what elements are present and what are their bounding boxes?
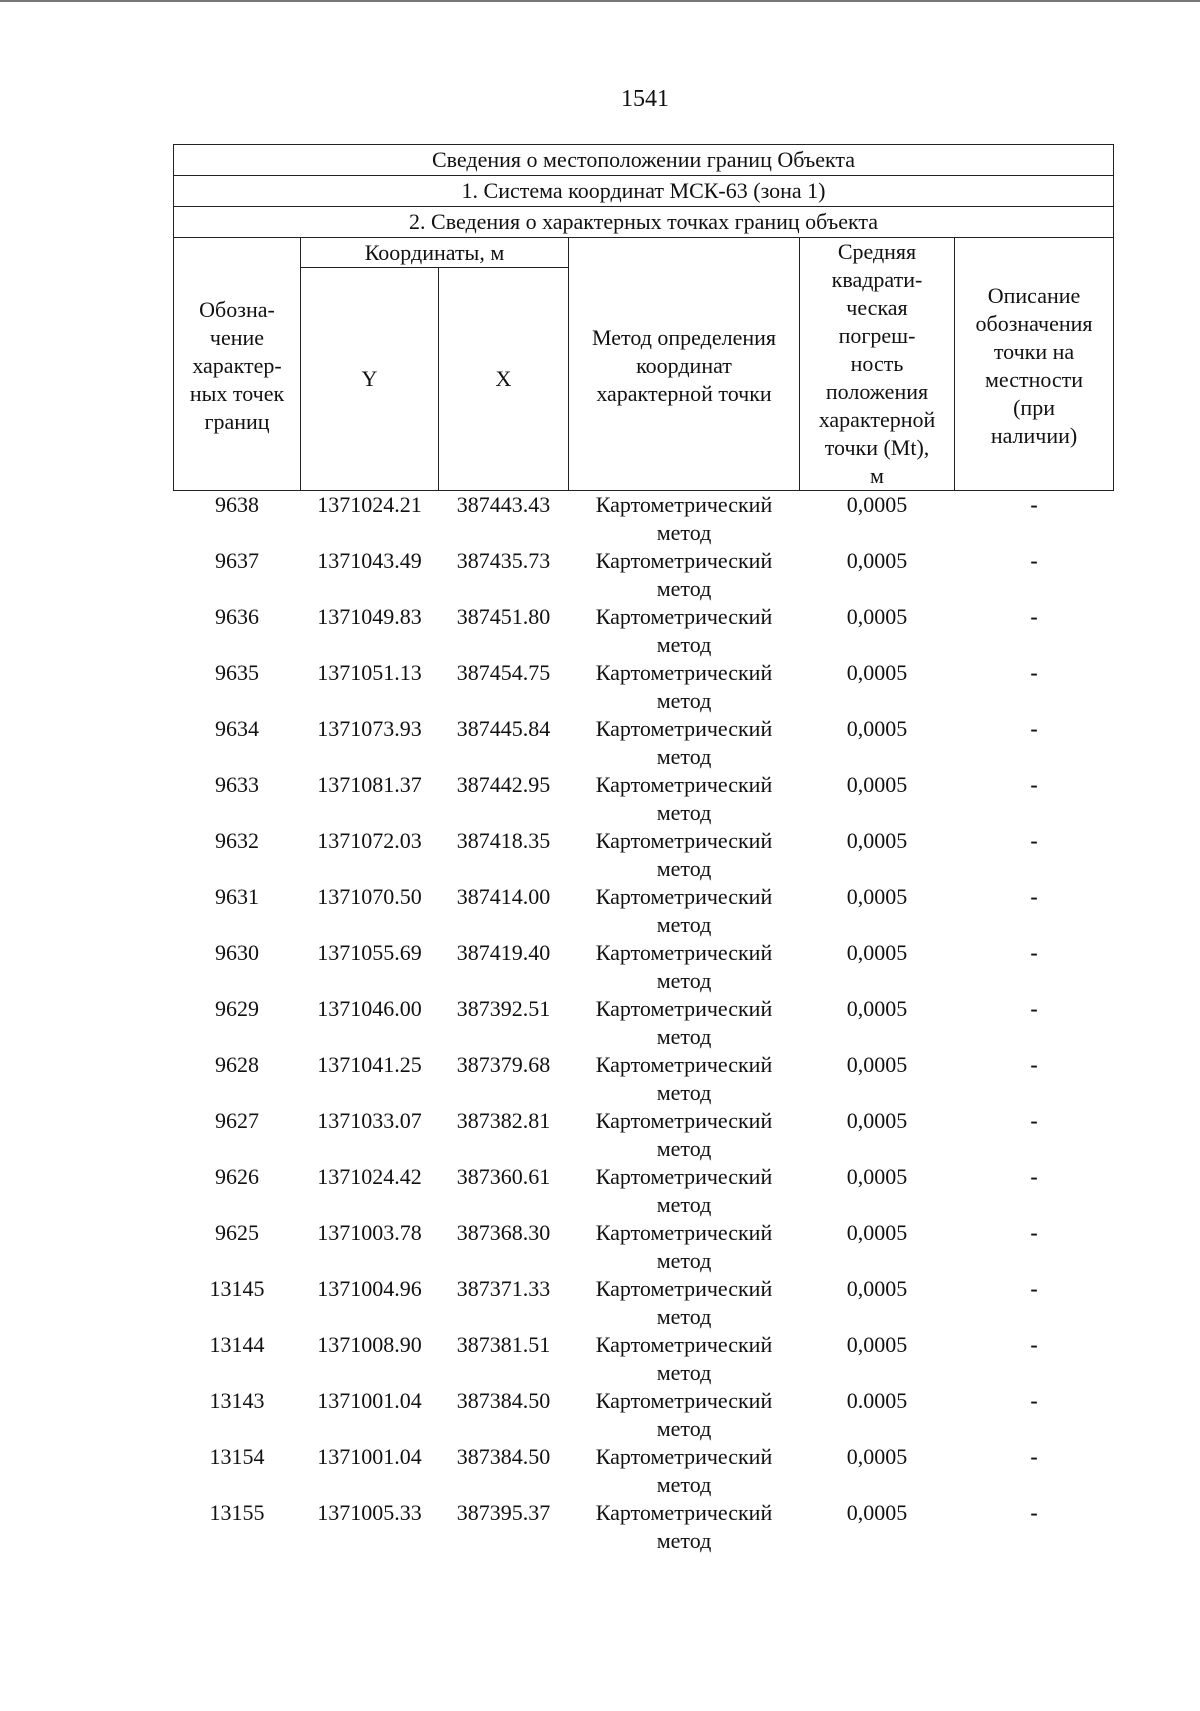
point-cell: 9638 <box>215 492 259 517</box>
x-cell: 387392.51 <box>456 996 551 1021</box>
x-cell: 387454.75 <box>456 660 551 685</box>
error-cell: 0.0005 <box>846 1388 908 1413</box>
method-cell <box>569 1163 800 1219</box>
method-line: метод <box>656 1024 712 1049</box>
header-point-line: ных точек <box>189 381 285 406</box>
method-cell <box>569 659 800 715</box>
method-line: Картометрический <box>595 1388 773 1413</box>
table-title: Сведения о местоположении границ Объекта <box>174 145 1114 176</box>
error-cell: 0,0005 <box>846 1500 908 1525</box>
x-cell: 387360.61 <box>456 1164 551 1189</box>
table-row <box>174 995 1114 1051</box>
point-cell: 9632 <box>215 828 259 853</box>
x-cell: 387445.84 <box>456 716 551 741</box>
description-cell: - <box>1030 548 1038 573</box>
x-cell: 387442.95 <box>456 772 551 797</box>
header-error-line: характерной <box>818 407 936 432</box>
method-line: метод <box>656 1472 712 1497</box>
y-cell: 1371024.21 <box>317 492 422 517</box>
method-line: Картометрический <box>595 548 773 573</box>
method-line: Картометрический <box>595 1108 773 1133</box>
method-line: метод <box>656 1192 712 1217</box>
point-cell: 9637 <box>215 548 259 573</box>
table-row <box>174 1107 1114 1163</box>
point-cell: 9634 <box>215 716 259 741</box>
table-row <box>174 715 1114 771</box>
header-error-line: квадрати- <box>831 267 923 292</box>
y-cell: 1371024.42 <box>317 1164 422 1189</box>
method-cell <box>569 603 800 659</box>
header-method-line: координат <box>636 353 732 378</box>
header-desc-line: (при <box>1013 395 1055 420</box>
header-desc-line: Описание <box>987 283 1081 308</box>
table-row <box>174 1443 1114 1499</box>
description-cell: - <box>1030 1276 1038 1301</box>
header-point-line: чение <box>209 325 265 350</box>
method-line: Картометрический <box>595 1052 773 1077</box>
header-error <box>800 238 955 491</box>
point-cell: 13143 <box>209 1388 265 1413</box>
header-coords: Координаты, м <box>301 238 569 268</box>
header-error-line: ность <box>850 351 904 376</box>
point-cell: 9625 <box>215 1220 259 1245</box>
description-cell: - <box>1030 884 1038 909</box>
description-cell: - <box>1030 1388 1038 1413</box>
method-line: метод <box>656 520 712 545</box>
method-cell <box>569 1387 800 1443</box>
header-error-line: точки (Mt), <box>824 435 930 460</box>
x-cell: 387414.00 <box>456 884 551 909</box>
description-cell: - <box>1030 660 1038 685</box>
method-line: метод <box>656 800 712 825</box>
table-row <box>174 827 1114 883</box>
method-line: Картометрический <box>595 996 773 1021</box>
point-cell: 13154 <box>209 1444 265 1469</box>
method-line: Картометрический <box>595 660 773 685</box>
x-cell: 387382.81 <box>456 1108 551 1133</box>
point-cell: 9633 <box>215 772 259 797</box>
table-row <box>174 1051 1114 1107</box>
method-cell <box>569 1051 800 1107</box>
x-cell: 387371.33 <box>456 1276 551 1301</box>
point-cell: 9630 <box>215 940 259 965</box>
header-desc-line: точки на <box>993 339 1075 364</box>
error-cell: 0,0005 <box>846 940 908 965</box>
header-error-line: м <box>870 463 884 488</box>
point-cell: 9635 <box>215 660 259 685</box>
error-cell: 0,0005 <box>846 1164 908 1189</box>
table-row <box>174 1499 1114 1555</box>
table-row <box>174 939 1114 995</box>
header-error-line: ческая <box>846 295 908 320</box>
method-line: Картометрический <box>595 1444 773 1469</box>
method-cell <box>569 1443 800 1499</box>
method-line: Картометрический <box>595 940 773 965</box>
table-row <box>174 659 1114 715</box>
table-row <box>174 491 1114 548</box>
method-cell <box>569 1499 800 1555</box>
point-cell: 13144 <box>209 1332 265 1357</box>
table-row <box>174 883 1114 939</box>
method-line: метод <box>656 1360 712 1385</box>
y-cell: 1371070.50 <box>317 884 422 909</box>
point-cell: 9627 <box>215 1108 259 1133</box>
error-cell: 0,0005 <box>846 1220 908 1245</box>
description-cell: - <box>1030 1164 1038 1189</box>
description-cell: - <box>1030 492 1038 517</box>
error-cell: 0,0005 <box>846 1332 908 1357</box>
header-x: X <box>439 268 569 491</box>
table-body <box>174 491 1114 1556</box>
error-cell: 0,0005 <box>846 884 908 909</box>
header-point-line: границ <box>204 409 270 434</box>
method-cell <box>569 491 800 548</box>
boundary-points-table <box>173 144 1114 1555</box>
method-line: метод <box>656 1136 712 1161</box>
x-cell: 387443.43 <box>456 492 551 517</box>
header-desc-line: наличии) <box>990 423 1078 448</box>
method-line: Картометрический <box>595 884 773 909</box>
description-cell: - <box>1030 1220 1038 1245</box>
x-cell: 387384.50 <box>456 1444 551 1469</box>
y-cell: 1371051.13 <box>317 660 422 685</box>
y-cell: 1371005.33 <box>317 1500 422 1525</box>
method-line: Картометрический <box>595 1276 773 1301</box>
method-line: метод <box>656 1528 712 1553</box>
method-line: Картометрический <box>595 772 773 797</box>
section-title: 2. Сведения о характерных точках границ объекта <box>174 207 1114 238</box>
x-cell: 387379.68 <box>456 1052 551 1077</box>
x-cell: 387384.50 <box>456 1388 551 1413</box>
header-point-line: характер- <box>192 353 282 378</box>
table-row <box>174 603 1114 659</box>
method-line: Картометрический <box>595 604 773 629</box>
header-desc-line: местности <box>984 367 1084 392</box>
description-cell: - <box>1030 996 1038 1021</box>
method-cell <box>569 547 800 603</box>
y-cell: 1371033.07 <box>317 1108 422 1133</box>
description-cell: - <box>1030 1444 1038 1469</box>
method-cell <box>569 939 800 995</box>
error-cell: 0,0005 <box>846 1052 908 1077</box>
y-cell: 1371001.04 <box>317 1388 422 1413</box>
method-line: Картометрический <box>595 1500 773 1525</box>
y-cell: 1371049.83 <box>317 604 422 629</box>
header-method <box>569 238 800 491</box>
x-cell: 387381.51 <box>456 1332 551 1357</box>
x-cell: 387451.80 <box>456 604 551 629</box>
error-cell: 0,0005 <box>846 604 908 629</box>
y-cell: 1371008.90 <box>317 1332 422 1357</box>
point-cell: 9629 <box>215 996 259 1021</box>
table-row <box>174 1387 1114 1443</box>
table-row <box>174 1219 1114 1275</box>
x-cell: 387435.73 <box>456 548 551 573</box>
y-cell: 1371043.49 <box>317 548 422 573</box>
table-row <box>174 547 1114 603</box>
description-cell: - <box>1030 1052 1038 1077</box>
header-error-line: погреш- <box>838 323 916 348</box>
point-cell: 13145 <box>209 1276 265 1301</box>
point-cell: 13155 <box>209 1500 265 1525</box>
method-line: метод <box>656 688 712 713</box>
error-cell: 0,0005 <box>846 492 908 517</box>
header-method-line: характерной точки <box>596 381 772 406</box>
method-line: метод <box>656 1248 712 1273</box>
method-cell <box>569 1219 800 1275</box>
table-row <box>174 1275 1114 1331</box>
table-row <box>174 771 1114 827</box>
error-cell: 0,0005 <box>846 1444 908 1469</box>
point-cell: 9626 <box>215 1164 259 1189</box>
scan-border <box>0 0 1200 2</box>
table-row <box>174 1163 1114 1219</box>
error-cell: 0,0005 <box>846 1276 908 1301</box>
description-cell: - <box>1030 772 1038 797</box>
y-cell: 1371046.00 <box>317 996 422 1021</box>
method-line: Картометрический <box>595 1332 773 1357</box>
error-cell: 0,0005 <box>846 660 908 685</box>
error-cell: 0,0005 <box>846 548 908 573</box>
description-cell: - <box>1030 604 1038 629</box>
y-cell: 1371041.25 <box>317 1052 422 1077</box>
header-y: Y <box>301 268 439 491</box>
y-cell: 1371004.96 <box>317 1276 422 1301</box>
header-error-line: Средняя <box>837 239 917 264</box>
x-cell: 387418.35 <box>456 828 551 853</box>
header-desc-line: обозначения <box>975 311 1093 336</box>
y-cell: 1371073.93 <box>317 716 422 741</box>
coordinate-system: 1. Система координат МСК-63 (зона 1) <box>174 176 1114 207</box>
method-line: Картометрический <box>595 1164 773 1189</box>
method-cell <box>569 995 800 1051</box>
method-line: метод <box>656 576 712 601</box>
y-cell: 1371003.78 <box>317 1220 422 1245</box>
method-line: метод <box>656 1080 712 1105</box>
point-cell: 9636 <box>215 604 259 629</box>
description-cell: - <box>1030 1108 1038 1133</box>
error-cell: 0,0005 <box>846 772 908 797</box>
y-cell: 1371055.69 <box>317 940 422 965</box>
table-row <box>174 1331 1114 1387</box>
point-cell: 9628 <box>215 1052 259 1077</box>
header-error-line: положения <box>825 379 929 404</box>
x-cell: 387419.40 <box>456 940 551 965</box>
method-line: метод <box>656 632 712 657</box>
x-cell: 387395.37 <box>456 1500 551 1525</box>
method-cell <box>569 771 800 827</box>
error-cell: 0,0005 <box>846 996 908 1021</box>
method-line: метод <box>656 1416 712 1441</box>
method-line: Картометрический <box>595 1220 773 1245</box>
method-line: метод <box>656 912 712 937</box>
method-line: Картометрический <box>595 716 773 741</box>
y-cell: 1371001.04 <box>317 1444 422 1469</box>
error-cell: 0,0005 <box>846 828 908 853</box>
page-number: 1541 <box>621 86 669 112</box>
description-cell: - <box>1030 940 1038 965</box>
method-line: Картометрический <box>595 492 773 517</box>
y-cell: 1371072.03 <box>317 828 422 853</box>
method-line: метод <box>656 744 712 769</box>
x-cell: 387368.30 <box>456 1220 551 1245</box>
method-cell <box>569 715 800 771</box>
header-point <box>174 238 301 491</box>
method-cell <box>569 1331 800 1387</box>
method-cell <box>569 883 800 939</box>
method-cell <box>569 827 800 883</box>
description-cell: - <box>1030 828 1038 853</box>
method-cell <box>569 1275 800 1331</box>
error-cell: 0,0005 <box>846 716 908 741</box>
point-cell: 9631 <box>215 884 259 909</box>
method-line: Картометрический <box>595 828 773 853</box>
method-line: метод <box>656 1304 712 1329</box>
header-method-line: Метод определения <box>591 325 777 350</box>
description-cell: - <box>1030 716 1038 741</box>
method-cell <box>569 1107 800 1163</box>
method-line: метод <box>656 856 712 881</box>
error-cell: 0,0005 <box>846 1108 908 1133</box>
description-cell: - <box>1030 1332 1038 1357</box>
description-cell: - <box>1030 1500 1038 1525</box>
y-cell: 1371081.37 <box>317 772 422 797</box>
header-point-line: Обозна- <box>199 297 275 322</box>
header-description <box>955 238 1114 491</box>
method-line: метод <box>656 968 712 993</box>
